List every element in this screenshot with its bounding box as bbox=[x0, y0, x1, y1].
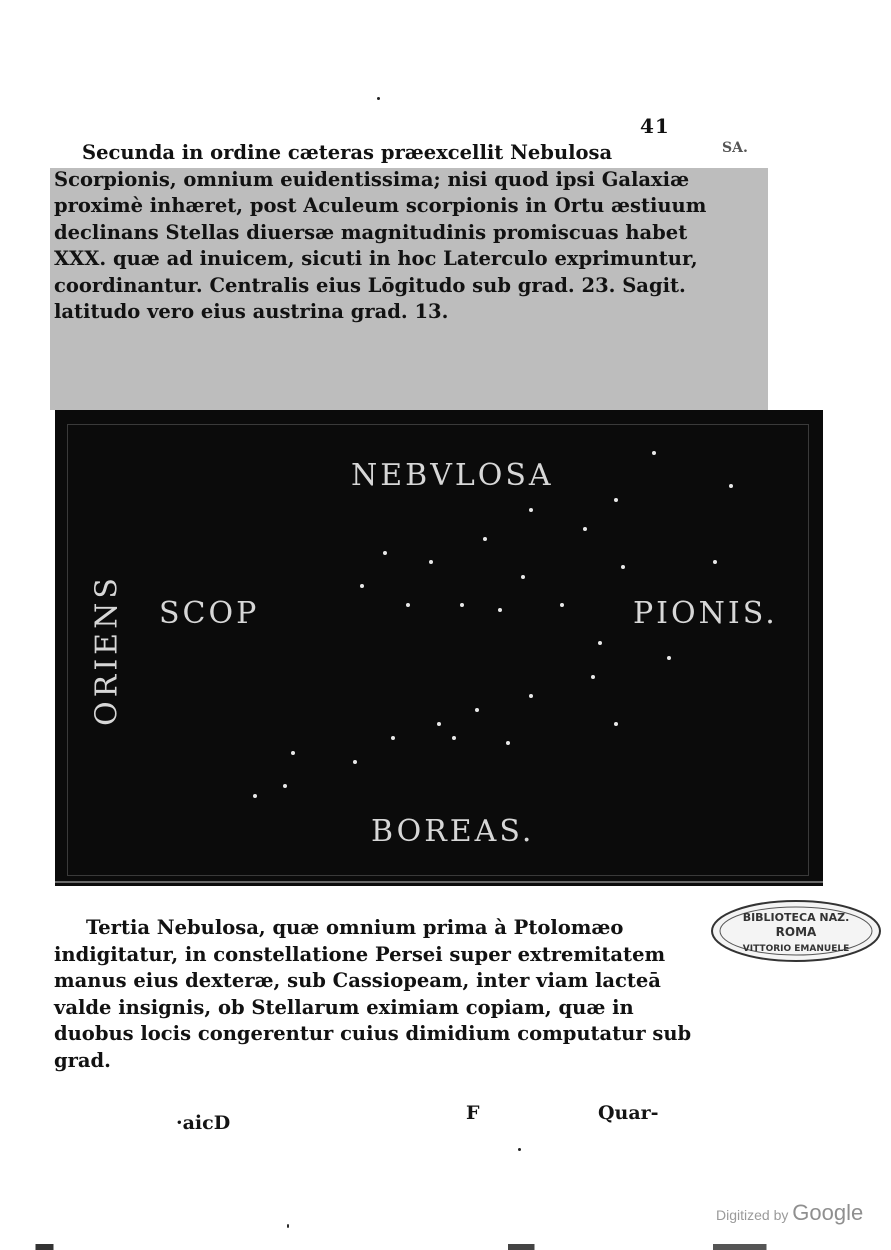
star-dot bbox=[353, 760, 357, 764]
plate-label-oriens: ORIENS bbox=[89, 574, 125, 726]
paragraph-secunda: Secunda in ordine cæteras præexcellit Nebulosa Scorpionis, omnium euidentissima; nisi quod ipsi Galaxiæ proximè inhæret, post Aculeum scorpionis in Ortu æstiuum declinans Stellas diuersæ magnitudinis promiscuas habet XXX. quæ ad inuicem, sicuti in hoc Laterculo exprimuntur, coordinantur. Centralis eius Lōgitudo sub grad. 23. Sagit. latitudo vero eius austrina grad. 13. bbox=[54, 141, 707, 323]
star-dot bbox=[483, 537, 487, 541]
star-dot bbox=[614, 722, 618, 726]
star-dot bbox=[729, 484, 733, 488]
plate-label-pionis: PIONIS. bbox=[633, 596, 778, 631]
stamp-line-1: BIBLIOTECA NAZ. bbox=[742, 911, 850, 924]
digitized-watermark bbox=[716, 1200, 863, 1226]
star-map-plate bbox=[55, 410, 823, 886]
plate-label-scop: SCOP bbox=[159, 596, 260, 631]
library-stamp-graphic bbox=[708, 895, 884, 967]
paper-speck bbox=[377, 97, 380, 100]
corner-mark: SA. bbox=[722, 140, 748, 156]
stamp-line-2: ROMA bbox=[775, 925, 817, 939]
paragraph-tertia: Tertia Nebulosa, quæ omnium prima à Ptolomæo indigitatur, in constellatione Persei super extremitatem manus eius dexteræ, sub Cassiopeam, inter viam lacteā valde insignis, ob Stellarum eximiam copiam, quæ in duobus locis congerentur cuius dimidium computatur sub grad. bbox=[54, 916, 692, 1072]
star-dot bbox=[583, 527, 587, 531]
star-dot bbox=[591, 675, 595, 679]
paper-speck bbox=[287, 1224, 289, 1228]
google-logo: Google bbox=[792, 1200, 864, 1225]
catchword: Quar- bbox=[598, 1102, 659, 1124]
page-number: 41 bbox=[640, 114, 670, 138]
star-dot bbox=[253, 794, 257, 798]
signature-mark: F bbox=[466, 1102, 480, 1124]
star-dot bbox=[560, 603, 564, 607]
star-dot bbox=[291, 751, 295, 755]
library-stamp bbox=[708, 895, 884, 967]
plate-bottom-rule bbox=[55, 881, 823, 883]
footer-left-mark: ·aicD bbox=[176, 1112, 231, 1134]
watermark-prefix: Digitized by bbox=[716, 1207, 789, 1223]
paper-speck bbox=[518, 1148, 521, 1151]
star-dot bbox=[529, 694, 533, 698]
star-dot bbox=[667, 656, 671, 660]
star-dot bbox=[652, 451, 656, 455]
plate-label-nebulosa: NEBVLOSA bbox=[351, 458, 554, 493]
plate-label-boreas: BOREAS. bbox=[371, 814, 535, 849]
scan-edge bbox=[0, 1244, 891, 1250]
stamp-line-3: VITTORIO EMANUELE bbox=[742, 944, 850, 954]
